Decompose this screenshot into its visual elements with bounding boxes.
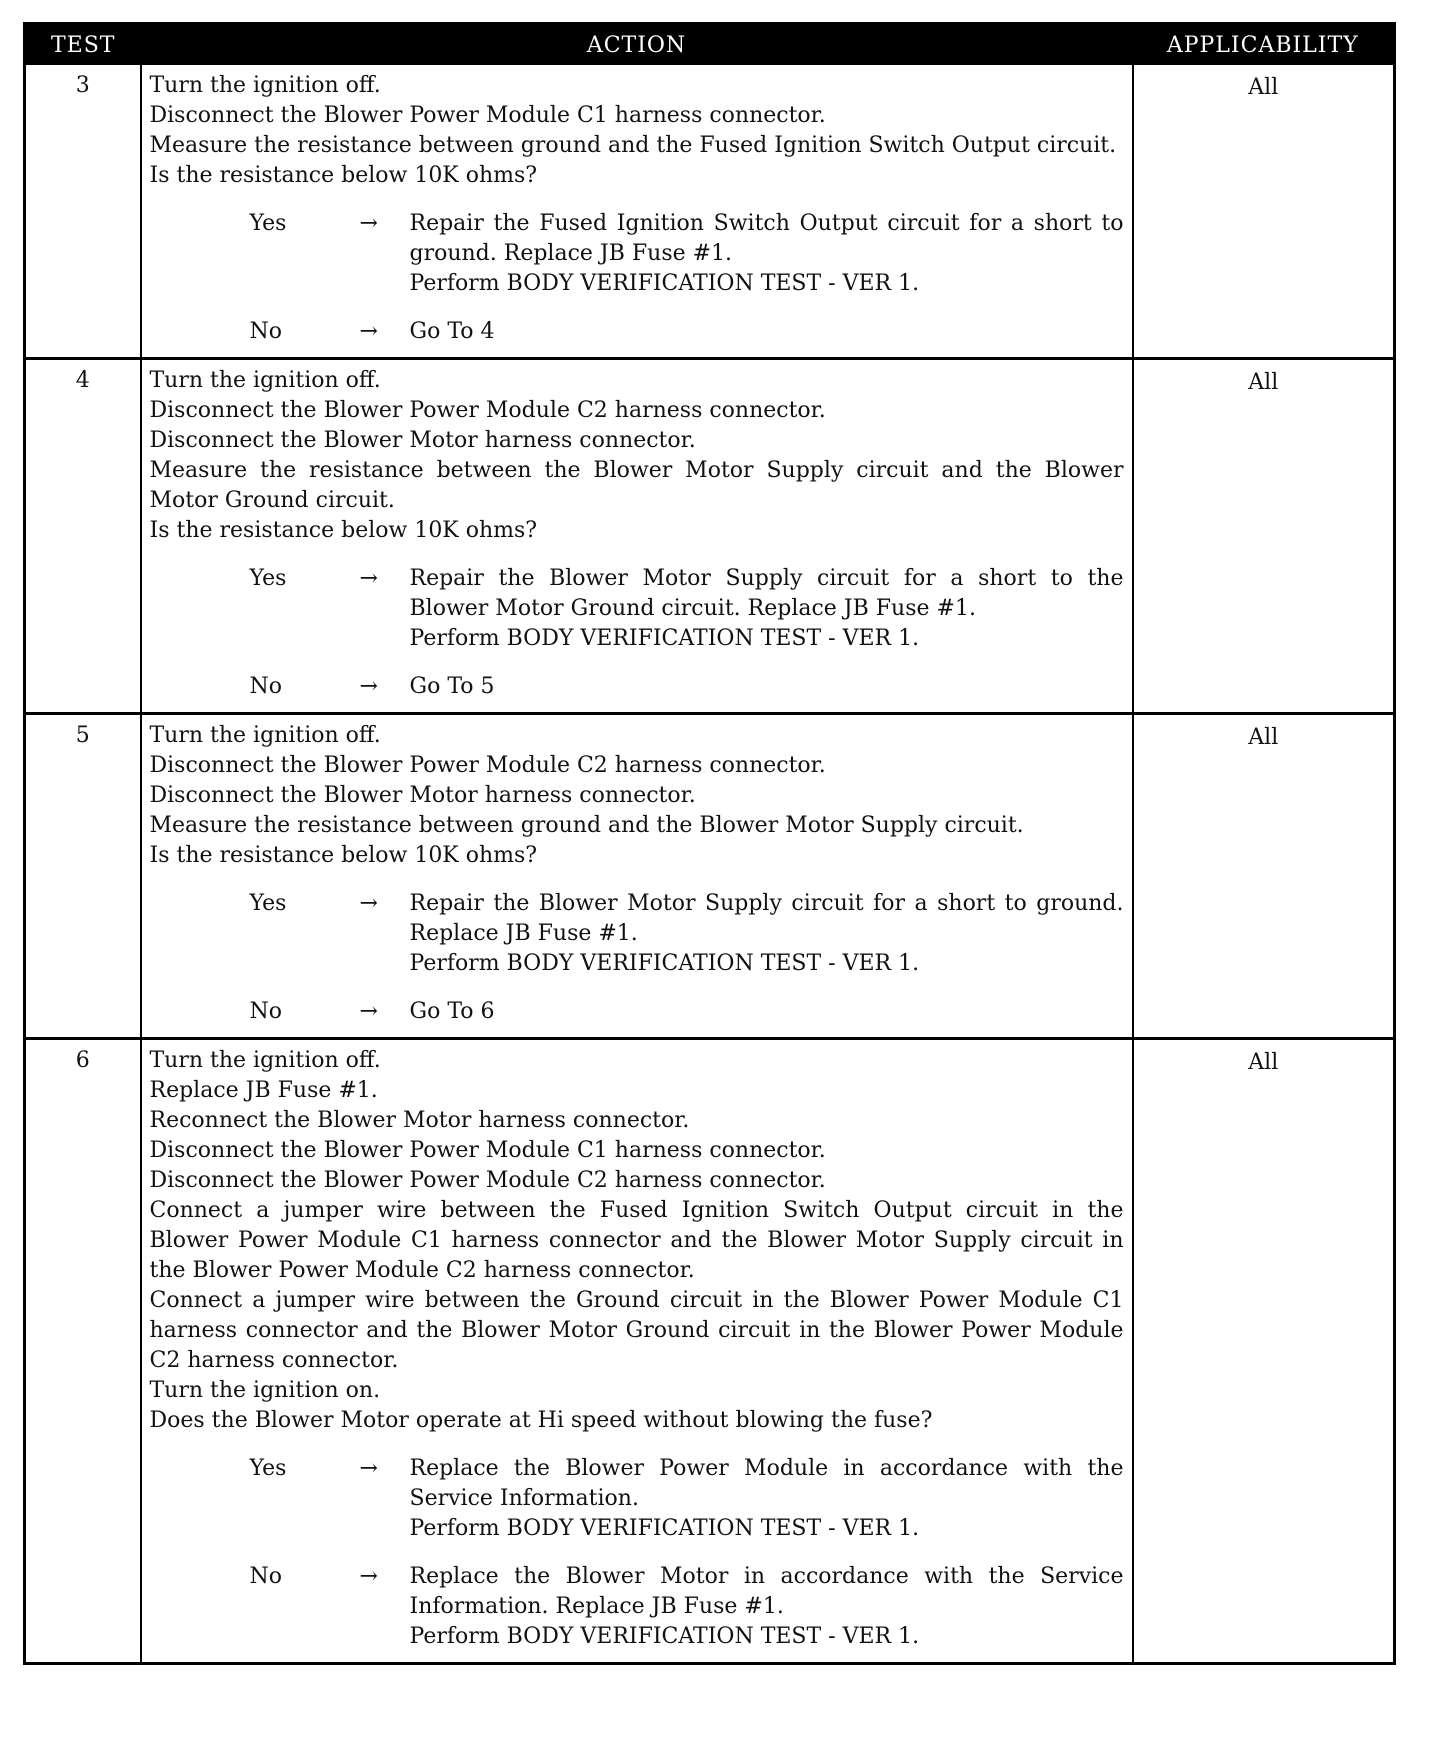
header-action: ACTION [141, 24, 1133, 66]
action-step: Disconnect the Blower Power Module C2 harness connector. [149, 1168, 826, 1193]
right-arrow-icon: → [359, 1564, 378, 1589]
action-step: Connect a jumper wire between the Ground circuit in the Blower Power Module C1 harness connector and the Blower Motor Ground circuit in the Blower Power Module C2 harness connector. [149, 1288, 1124, 1373]
instruction-line: Go To 5 [409, 674, 495, 699]
diagnostic-table [23, 22, 1396, 1665]
action-step: Turn the ignition off. [149, 1048, 381, 1073]
action-step: Disconnect the Blower Power Module C2 harness connector. [149, 753, 826, 778]
yes-branch [250, 889, 1124, 979]
yes-instructions [410, 564, 1124, 654]
yes-label: Yes [249, 211, 287, 236]
action-step: Turn the ignition on. [149, 1378, 381, 1403]
no-instructions [410, 672, 1124, 702]
action-step: Connect a jumper wire between the Fused Ignition Switch Output circuit in the Blower Power Module C1 harness connector and the Blower Motor Supply circuit in the Blower Power Module C2 harness connector. [149, 1198, 1124, 1283]
no-label: No [249, 999, 282, 1024]
table-row [25, 65, 1395, 359]
action-step: Turn the ignition off. [149, 73, 381, 98]
header-applicability: APPLICABILITY [1133, 24, 1395, 66]
action-step: Does the Blower Motor operate at Hi speed without blowing the fuse? [149, 1408, 933, 1433]
instruction-line: Replace the Blower Power Module in accordance with the Service Information. [409, 1456, 1124, 1511]
table-header [25, 24, 1395, 66]
table-row [25, 359, 1395, 714]
yes-label: Yes [249, 1456, 287, 1481]
yes-branch [250, 1454, 1124, 1544]
action-step: Disconnect the Blower Motor harness connector. [149, 783, 696, 808]
no-label: No [249, 319, 282, 344]
instruction-line: Repair the Blower Motor Supply circuit for a short to ground. Replace JB Fuse #1. [409, 891, 1124, 946]
action-step: Is the resistance below 10K ohms? [149, 843, 538, 868]
no-instructions [410, 1562, 1124, 1652]
instruction-line: Go To 6 [409, 999, 495, 1024]
instruction-line: Perform BODY VERIFICATION TEST - VER 1. [409, 1624, 920, 1649]
applicability-value: All [1133, 359, 1395, 714]
no-branch [250, 672, 1124, 702]
test-number: 6 [25, 1039, 141, 1664]
right-arrow-icon: → [359, 1456, 378, 1481]
table-body [25, 65, 1395, 1664]
instruction-line: Go To 4 [409, 319, 495, 344]
action-step: Turn the ignition off. [149, 368, 381, 393]
action-cell [141, 65, 1133, 359]
yes-label: Yes [249, 891, 287, 916]
instruction-line: Perform BODY VERIFICATION TEST - VER 1. [409, 626, 920, 651]
test-number: 3 [25, 65, 141, 359]
test-number: 4 [25, 359, 141, 714]
right-arrow-icon: → [359, 211, 378, 236]
action-step: Replace JB Fuse #1. [149, 1078, 378, 1103]
right-arrow-icon: → [359, 674, 378, 699]
action-step: Measure the resistance between ground and the Blower Motor Supply circuit. [149, 813, 1024, 838]
no-label: No [249, 1564, 282, 1589]
action-step: Is the resistance below 10K ohms? [149, 163, 538, 188]
no-branch [250, 1562, 1124, 1652]
applicability-value: All [1133, 1039, 1395, 1664]
yes-instructions [410, 1454, 1124, 1544]
table-row [25, 1039, 1395, 1664]
applicability-value: All [1133, 714, 1395, 1039]
action-step: Measure the resistance between ground and the Fused Ignition Switch Output circuit. [149, 133, 1117, 158]
action-step: Reconnect the Blower Motor harness connector. [149, 1108, 690, 1133]
applicability-value: All [1133, 65, 1395, 359]
action-step: Turn the ignition off. [149, 723, 381, 748]
yes-instructions [410, 889, 1124, 979]
header-test: TEST [25, 24, 141, 66]
action-step: Measure the resistance between the Blower Motor Supply circuit and the Blower Motor Ground circuit. [149, 458, 1124, 513]
right-arrow-icon: → [359, 566, 378, 591]
yes-branch [250, 209, 1124, 299]
action-step: Disconnect the Blower Power Module C1 harness connector. [149, 103, 826, 128]
no-instructions [410, 997, 1124, 1027]
action-step: Disconnect the Blower Power Module C2 harness connector. [149, 398, 826, 423]
instruction-line: Perform BODY VERIFICATION TEST - VER 1. [409, 951, 920, 976]
no-label: No [249, 674, 282, 699]
action-step: Disconnect the Blower Motor harness connector. [149, 428, 696, 453]
action-cell [141, 714, 1133, 1039]
no-branch [250, 317, 1124, 347]
action-step: Is the resistance below 10K ohms? [149, 518, 538, 543]
right-arrow-icon: → [359, 999, 378, 1024]
instruction-line: Perform BODY VERIFICATION TEST - VER 1. [409, 1516, 920, 1541]
action-step: Disconnect the Blower Power Module C1 harness connector. [149, 1138, 826, 1163]
instruction-line: Replace the Blower Motor in accordance with the Service Information. Replace JB Fuse #1. [409, 1564, 1124, 1619]
right-arrow-icon: → [359, 319, 378, 344]
yes-label: Yes [249, 566, 287, 591]
table-row [25, 714, 1395, 1039]
instruction-line: Perform BODY VERIFICATION TEST - VER 1. [409, 271, 920, 296]
no-instructions [410, 317, 1124, 347]
action-cell [141, 359, 1133, 714]
diagnostic-page [23, 22, 1393, 1665]
instruction-line: Repair the Fused Ignition Switch Output circuit for a short to ground. Replace JB Fuse #1. [409, 211, 1124, 266]
action-cell [141, 1039, 1133, 1664]
test-number: 5 [25, 714, 141, 1039]
instruction-line: Repair the Blower Motor Supply circuit for a short to the Blower Motor Ground circuit. Replace JB Fuse #1. [409, 566, 1124, 621]
right-arrow-icon: → [359, 891, 378, 916]
no-branch [250, 997, 1124, 1027]
yes-branch [250, 564, 1124, 654]
yes-instructions [410, 209, 1124, 299]
